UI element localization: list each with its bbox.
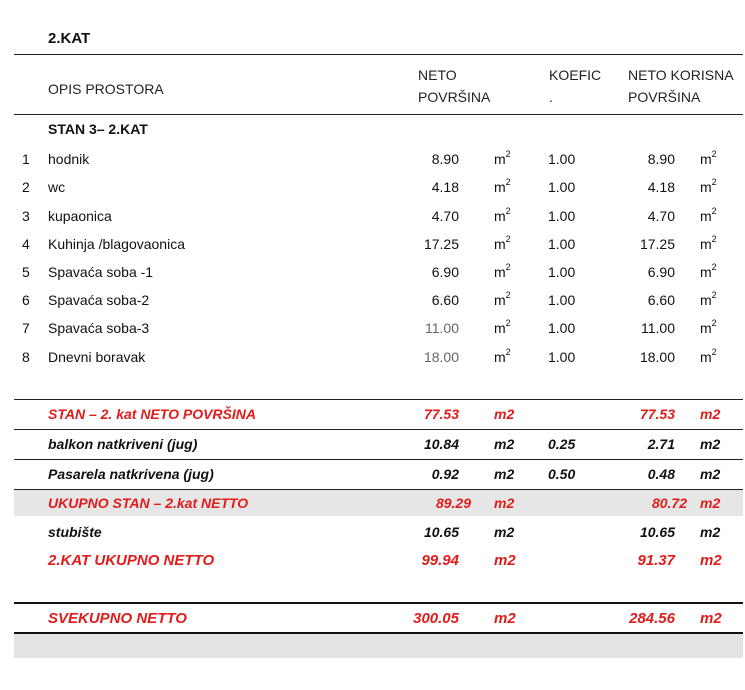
table-row: 5 Spavaća soba -1 6.90 $m^2$ 1.00 6.90 $m^2$ xyxy=(22,262,717,280)
rooms-bottom-rule xyxy=(14,399,743,400)
table-row: 8 Dnevni boravak 18.00 $m^2$ 1.00 18.00 $m^2$ xyxy=(22,347,717,365)
table-row: 7 Spavaća soba-3 11.00 $m^2$ 1.00 11.00 $m^2$ xyxy=(22,318,717,336)
table-row: 4 Kuhinja /blagovaonica 17.25 $m^2$ 1.00 17.25 $m^2$ xyxy=(22,234,717,252)
header-opis: OPIS PROSTORA xyxy=(48,81,164,97)
floor-title: 2.KAT xyxy=(48,30,91,47)
table-row: 2 wc 4.18 $m^2$ 1.00 4.18 $m^2$ xyxy=(22,177,717,195)
table-row: 3 kupaonica 4.70 $m^2$ 1.00 4.70 $m^2$ xyxy=(22,206,717,224)
header-koef: KOEFIC . xyxy=(549,67,602,105)
grand-total-top-rule xyxy=(14,602,743,604)
balkon-row: balkon natkriveni (jug) 10.84 m2 0.25 2.71 m2 xyxy=(48,436,721,452)
table-row: 1 hodnik 8.90 $m^2$ 1.00 8.90 $m^2$ xyxy=(22,149,717,167)
kat-ukupno-row: 2.KAT UKUPNO NETTO 99.94 m2 91.37 m2 xyxy=(48,552,722,569)
header-bottom-rule xyxy=(14,114,743,115)
row-rule xyxy=(14,429,743,430)
stubiste-row: stubište 10.65 m2 10.65 m2 xyxy=(48,524,721,540)
stan-neto-total-row: STAN – 2. kat NETO POVRŠINA 77.53 m2 77.53 m2 xyxy=(48,406,721,422)
header-korisna: NETO KORISNA POVRŠINA xyxy=(628,67,734,105)
row-rule xyxy=(14,459,743,460)
header-neto: NETO POVRŠINA xyxy=(418,67,491,105)
ukupno-stan-row: UKUPNO STAN – 2.kat NETTO 89.29 m2 80.72 m2 xyxy=(14,490,743,516)
section-title: STAN 3– 2.KAT xyxy=(48,121,148,137)
pasarela-row: Pasarela natkrivena (jug) 0.92 m2 0.50 0.48 m2 xyxy=(48,466,721,482)
header-top-rule xyxy=(14,54,743,55)
table-row: 6 Spavaća soba-2 6.60 $m^2$ 1.00 6.60 $m^2$ xyxy=(22,290,717,308)
footer-shade xyxy=(14,634,743,658)
svekupno-row: SVEKUPNO NETTO 300.05 m2 284.56 m2 xyxy=(48,610,722,627)
